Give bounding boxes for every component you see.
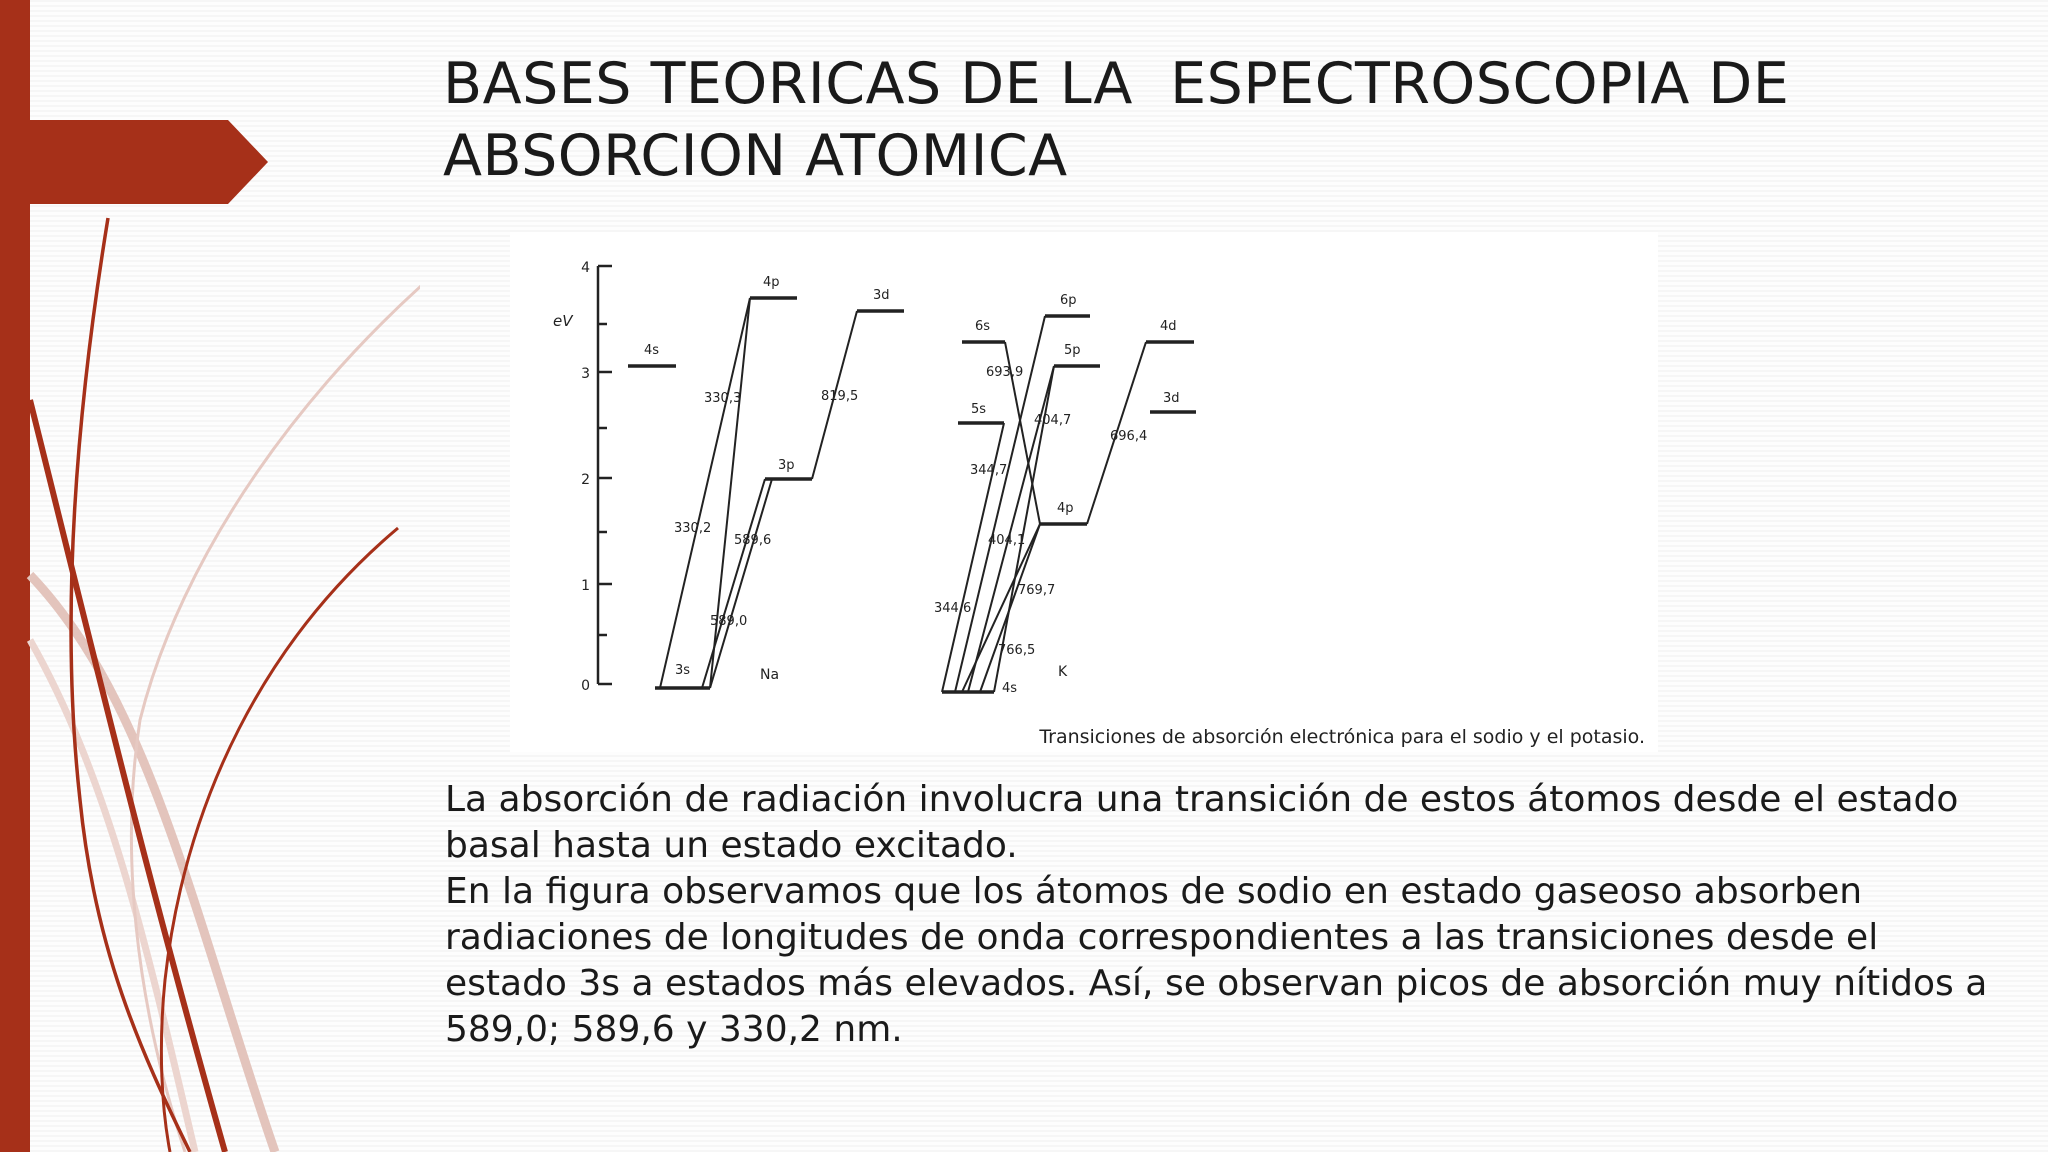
- k-wl-766-5: 766,5: [998, 643, 1036, 658]
- na-wl-819-5: 819,5: [821, 389, 859, 404]
- accent-arrow: [0, 120, 268, 204]
- na-line-589-0: [702, 479, 765, 688]
- slide-body: [445, 777, 2005, 1053]
- na-line-330-2: [660, 298, 750, 688]
- swoosh-dark-2: [30, 400, 225, 1152]
- na-wl-589-6: 589,6: [734, 533, 772, 548]
- body-paragraph-1: La absorción de radiación involucra una transición de estos átomos desde el estado basal hasta un estado excitado.: [445, 779, 1959, 866]
- potassium-transitions: [942, 316, 1146, 692]
- k-wl-344-7: 344,7: [970, 463, 1008, 478]
- k-wl-404-7: 404,7: [1034, 413, 1072, 428]
- k-label-5p: 5p: [1064, 343, 1081, 358]
- k-wl-404-1: 404,1: [988, 533, 1026, 548]
- swoosh-light-2: [30, 640, 195, 1152]
- na-wl-330-2: 330,2: [674, 521, 712, 536]
- slide-title: [443, 48, 2003, 192]
- k-element-label: K: [1058, 664, 1068, 680]
- k-wl-696-4: 696,4: [1110, 429, 1148, 444]
- slide-title-line-2: ABSORCION ATOMICA: [443, 123, 1068, 189]
- na-line-589-6: [710, 479, 772, 688]
- energy-level-diagram: [510, 232, 1658, 752]
- k-label-5s: 5s: [971, 402, 987, 417]
- k-label-4d: 4d: [1160, 319, 1177, 334]
- axis-tick-label-0: 0: [581, 678, 590, 694]
- k-line-769-7: [962, 524, 1040, 692]
- axis-tick-label-1: 1: [581, 578, 590, 594]
- slide-title-line-1: BASES TEORICAS DE LA ESPECTROSCOPIA DE: [443, 51, 1790, 117]
- na-label-4s: 4s: [644, 343, 660, 358]
- k-label-6p: 6p: [1060, 293, 1077, 308]
- na-label-3p: 3p: [778, 458, 795, 473]
- axis-label: eV: [553, 312, 573, 330]
- swoosh-dark-1: [71, 218, 190, 1152]
- sodium-levels: [628, 298, 904, 688]
- k-wl-769-7: 769,7: [1018, 583, 1056, 598]
- energy-axis: [598, 266, 612, 684]
- na-label-4p: 4p: [763, 275, 780, 290]
- figure-caption: Transiciones de absorción electrónica para el sodio y el potasio.: [1039, 726, 1645, 748]
- axis-tick-label-2: 2: [581, 472, 590, 488]
- k-wl-344-6: 344,6: [934, 601, 972, 616]
- slide-decoration: [0, 0, 420, 1152]
- na-wl-330-3: 330,3: [704, 391, 742, 406]
- body-paragraph-2: En la figura observamos que los átomos de sodio en estado gaseoso absorben radiaciones de longitudes de onda correspondientes a las transiciones desde el estado 3s a estados más elevados. Así, se observan picos de absorción muy nítidos a 589,0; 589,6 y 330,2 nm.: [445, 871, 1988, 1050]
- k-label-4p: 4p: [1057, 501, 1074, 516]
- k-wl-693-9: 693,9: [986, 365, 1024, 380]
- k-label-3d: 3d: [1163, 391, 1180, 406]
- energy-level-figure: [510, 232, 1658, 752]
- na-wl-589-0: 589,0: [710, 614, 748, 629]
- na-label-3d: 3d: [873, 288, 890, 303]
- sodium-transitions: [660, 298, 857, 688]
- na-label-3s: 3s: [675, 663, 691, 678]
- k-label-4s: 4s: [1002, 681, 1018, 696]
- k-label-6s: 6s: [975, 319, 991, 334]
- swoosh-light-3: [131, 240, 420, 1152]
- axis-tick-label-4: 4: [581, 260, 590, 276]
- na-line-330-3: [710, 298, 750, 688]
- swoosh-light-1: [30, 575, 275, 1152]
- na-element-label: Na: [760, 667, 780, 683]
- axis-tick-label-3: 3: [581, 366, 590, 382]
